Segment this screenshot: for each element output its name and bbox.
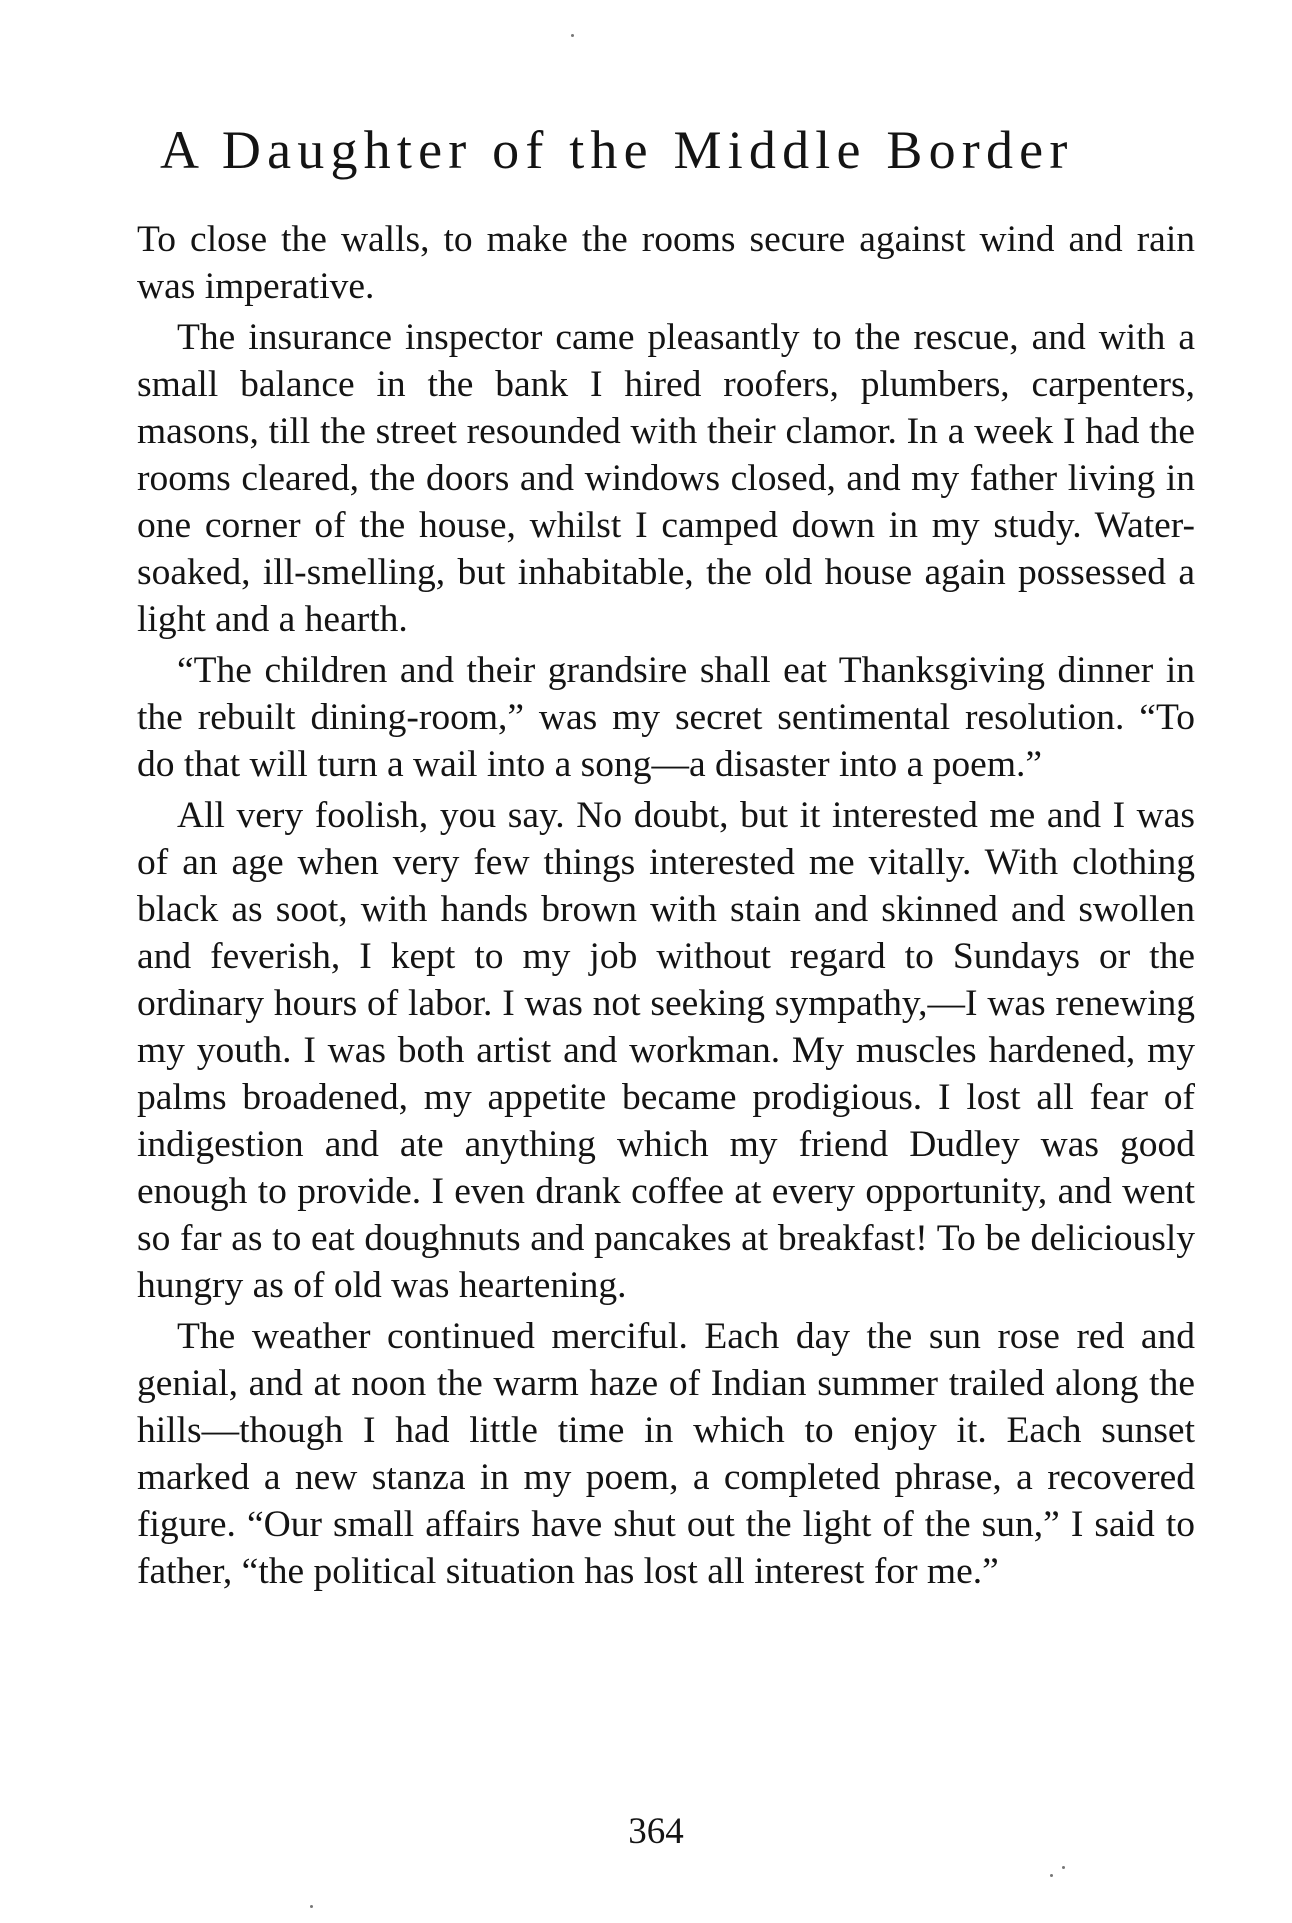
paragraph: All very foolish, you say. No doubt, but it interested me and I was of an age when very few things interested me vitally. With clothing black as soot, with hands brown with stain and skinned and swollen and feverish, I kept to my job without regard to Sundays or the ordinary hours of labor. I was not seeking sympathy,—I was renewing my youth. I was both artist and workman. My muscles hardened, my palms broadened, my appetite became prodigious. I lost all fear of indigestion and ate anything which my friend Dudley was good enough to provide. I even drank coffee at every opportunity, and went so far as to eat doughnuts and pancakes at breakfast! To be deliciously hungry as of old was heartening.	[137, 795, 1195, 1306]
paper-speck	[310, 1905, 313, 1908]
paper-speck	[1062, 1866, 1065, 1869]
paragraph: To close the walls, to make the rooms secure against wind and rain was imperative.	[137, 219, 1195, 307]
paragraph: “The children and their grandsire shall eat Thanksgiving dinner in the rebuilt dining-room,” was my secret sentimental resolution. “To do that will turn a wail into a song—a disaster into a poem.”	[137, 650, 1195, 785]
paragraph: The weather continued merciful. Each day the sun rose red and genial, and at noon the warm haze of Indian summer trailed along the hills—though I had little time in which to enjoy it. Each sunset marked a new stanza in my poem, a completed phrase, a recovered figure. “Our small affairs have shut out the light of the sun,” I said to father, “the political situation has lost all interest for me.”	[137, 1316, 1195, 1592]
page-number: 364	[628, 1811, 684, 1852]
paragraph: The insurance inspector came pleasantly to the rescue, and with a small balance in the bank I hired roofers, plumbers, carpenters, masons, till the street resounded with their clamor. In a week I had the rooms cleared, the doors and windows closed, and my father living in one corner of the house, whilst I camped down in my study. Water-soaked, ill-smelling, but inhabitable, the old house again possessed a light and a hearth.	[137, 317, 1195, 640]
paper-speck	[571, 34, 574, 37]
running-head: A Daughter of the Middle Border	[160, 120, 1074, 180]
body-text	[137, 216, 1195, 1599]
paper-speck	[1050, 1874, 1053, 1877]
